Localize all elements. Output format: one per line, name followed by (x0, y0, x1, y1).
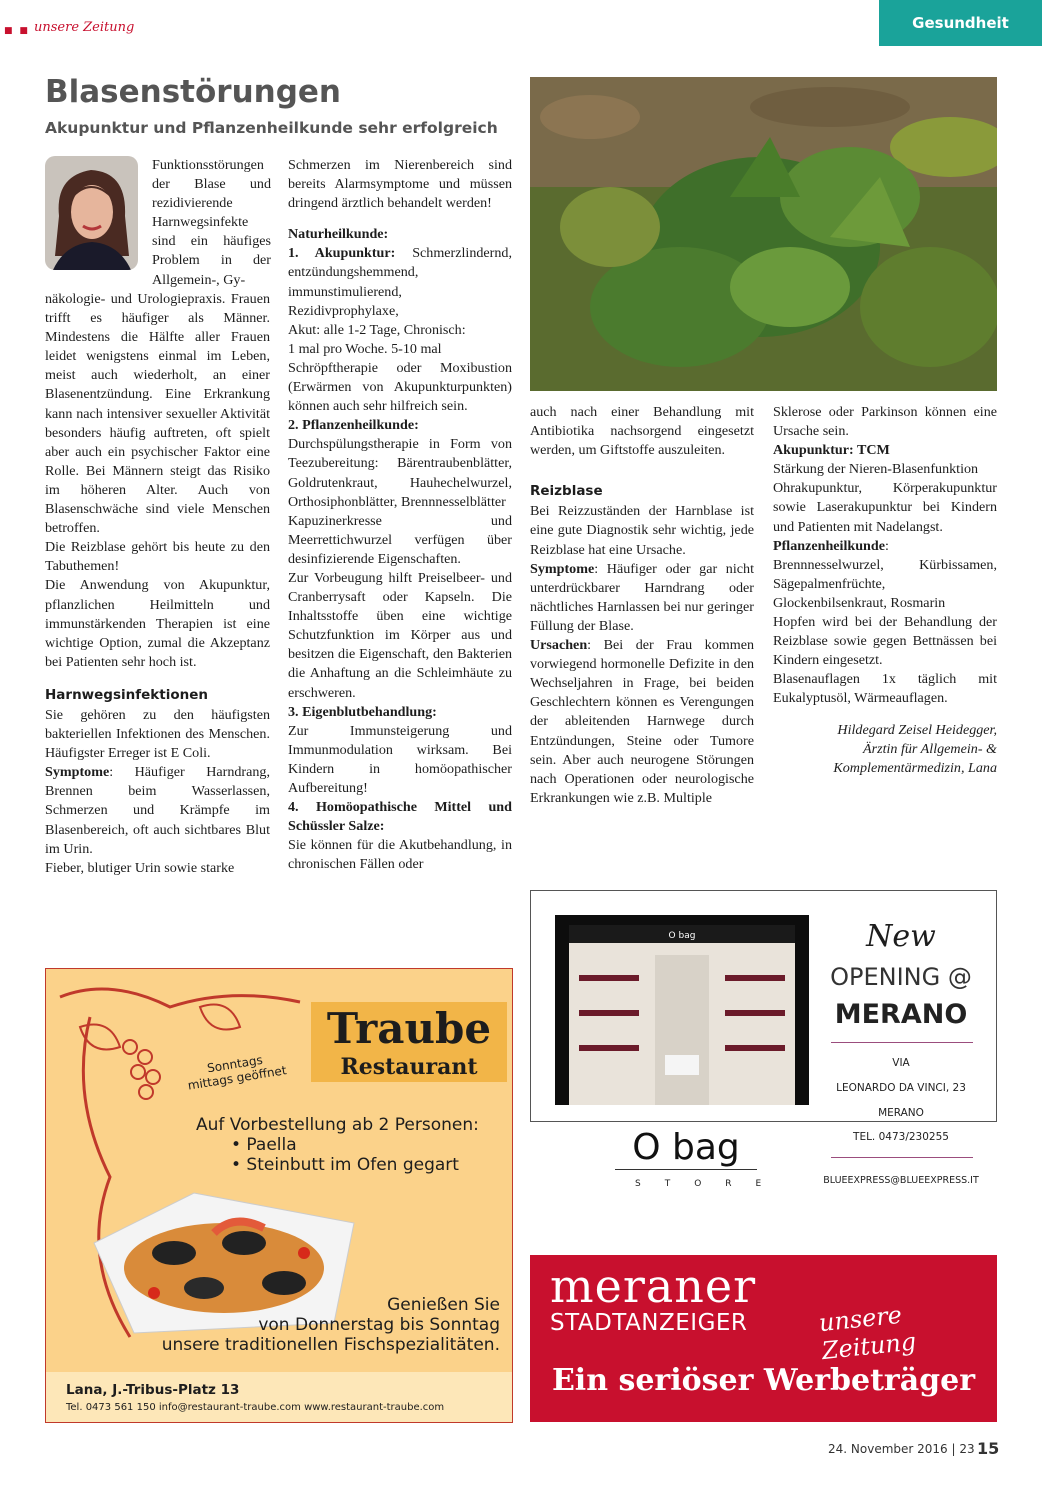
list-item: • Steinbutt im Ofen gegart (231, 1155, 459, 1175)
obag-via: VIA (892, 1057, 910, 1069)
author-name: Hildegard Zeisel Heidegger, (837, 721, 997, 738)
text: : Häufiger Harndrang, Brennen beim Wasserlassen, Schmerzen und Krämpfe im Blasenbereich, oft auch sichtbares Blut im Urin. (45, 764, 270, 857)
label: 1. Akupunktur: (288, 245, 396, 262)
traube-contact: Tel. 0473 561 150 info@restaurant-traube.com www.restaurant-traube.com (66, 1402, 445, 1413)
paragraph: Schröpftherapie oder Moxibustion (Erwärmen von Akupunkturpunkten) können auch sehr hilfreich sein. (288, 359, 512, 415)
traube-sunday-note: Sonntags mittags geöffnet (186, 1052, 288, 1093)
obag-divider (831, 1157, 973, 1158)
section-tab: Gesundheit (879, 0, 1042, 46)
meraner-slogan: Ein seriöser Werbeträger (551, 1363, 976, 1398)
obag-logo: O bag (632, 1127, 740, 1168)
paragraph (288, 703, 512, 722)
paragraph: Ohrakupunktur, Körperakupunktur sowie Laserakupunktur bei Kindern und Patienten mit Nadelangst. (773, 480, 997, 535)
article-subtitle: Akupunktur und Pflanzenheilkunde sehr erfolgreich (45, 119, 498, 137)
paragraph: Bei Reizzuständen der Harnblase ist eine gute Diagnostik sehr wichtig, jede Reizblase hat eine Ursache. (530, 503, 754, 558)
article-title: Blasenstörungen (45, 74, 341, 110)
paragraph: Die Reizblase gehört bis heute zu den Tabuthemen! (45, 539, 270, 575)
traube-subname: Restaurant (340, 1054, 478, 1080)
obag-street: LEONARDO DA VINCI, 23 (836, 1082, 966, 1094)
preorder-list (196, 1135, 479, 1175)
shop-sign: O bag (668, 931, 696, 941)
column-3 (530, 403, 754, 808)
traube-enjoy (60, 1295, 500, 1355)
paragraph (288, 798, 512, 836)
nettle-photo (530, 77, 997, 391)
traube-contact-bar (46, 1372, 513, 1423)
unsere-zeitung-wordmark: unsere Zeitung (817, 1300, 918, 1366)
paragraph: näkologie- und Urologiepraxis. Frauen trifft es häufiger als Männer. Mindestens die Hälfte aller Frauen leidet wenigstens einmal im Leben, meist auch wiederholt, an einer Blasenentzündung. Eine Erkrankung kann nach intensiver sexueller Aktivität besonders häufig auftreten, oft spielt aber auch ein psychischer Faktor eine Rolle. Bei Männern steigt das Risiko im höheren Alter. Auch von Blasenschwäche sind viele Menschen betroffen. (45, 291, 270, 537)
footer-date: 24. November 2016 | 23 (828, 1442, 975, 1456)
stadtanzeiger-wordmark: STADTANZEIGER (550, 1310, 748, 1336)
enjoy-line: von Donnerstag bis Sonntag (258, 1315, 500, 1335)
column-1-intro (152, 156, 271, 290)
author-credit (773, 721, 997, 778)
paragraph: Sie können für die Akutbehandlung, in chronischen Fällen oder (288, 837, 512, 873)
ad-restaurant-traube (45, 968, 513, 1423)
enjoy-line: Genießen Sie (387, 1295, 500, 1315)
obag-town: MERANO (878, 1107, 924, 1119)
label: Symptome (45, 764, 110, 781)
heading-naturheilkunde (288, 225, 512, 244)
traube-preorder (196, 1115, 479, 1175)
paragraph: 1 mal pro Woche. 5-10 mal (288, 340, 442, 357)
traube-address: Lana, J.-Tribus-Platz 13 (66, 1382, 240, 1398)
paragraph: Brennnesselwurzel, Kürbissamen, Sägepalmenfrüchte, Glockenbilsenkraut, Rosmarin (773, 556, 997, 611)
header-marks: ■ ■ (4, 26, 30, 36)
text: : (885, 537, 889, 554)
paragraph: Akut: alle 1-2 Tage, Chronisch: (288, 321, 466, 338)
paragraph: Schmerzen im Nierenbereich sind bereits Alarmsymptome und müssen dringend ärztlich behandelt werden! (288, 157, 512, 212)
paragraph: Durchspülungstherapie in Form von Teezubereitung: Bärentraubenblätter, Goldrutenkraut, Hauhechelwurzel, Orthosiphonblätter, Brennnesselblätter (288, 436, 512, 510)
paragraph: Die Anwendung von Akupunktur, pflanzlichen Heilmitteln und immunstärkenden Therapien ist eine wichtige Option, zumal die Akzeptanz bei Patienten sehr hoch ist. (45, 577, 270, 670)
text: : Häufiger oder gar nicht unterdrückbarer Harndrang oder nächtliches Harnlassen bei nur geringer Füllung der Blase. (530, 560, 754, 634)
label: 4. Homöopathische Mittel und Schüssler Salze: (288, 799, 512, 835)
paragraph: Zur Immunsteigerung und Immunmodulation wirksam. Bei Kindern in homöopathischer Aufbereitung! (288, 722, 512, 796)
traube-nameplate (311, 1002, 507, 1082)
paragraph: Kapuzinerkresse und Meerrettichwurzel verfügen über desinfizierende Eigenschaften. (288, 512, 512, 567)
paragraph: Zur Vorbeugung hilft Preiselbeer- und Cranberrysaft oder Kapseln. Die Inhaltsstoffe üben eine wichtige Schutzfunktion im Körper aus und besitzen die Eigenschaft, den Bakterien die Anhaftung an die Schleimhäute zu erschweren. (288, 569, 512, 701)
paragraph: Blasenauflagen 1x täglich mit Eukalyptusöl, Wärmeauflagen. (773, 671, 997, 707)
column-1 (45, 290, 270, 878)
enjoy-line: unsere traditionellen Fischspezialitäten. (161, 1335, 500, 1355)
paragraph: Hopfen wird bei der Behandlung der Reizblase sowie gegen Bettnässen bei Kindern eingesetzt. (773, 614, 997, 669)
ad-obag-store (530, 890, 997, 1189)
obag-store-label: STORE (635, 1179, 786, 1189)
label: Akupunktur: TCM (773, 442, 890, 459)
obag-divider (831, 1042, 973, 1043)
label: Ursachen (530, 637, 588, 654)
header-brand: unsere Zeitung (34, 20, 135, 35)
list-item: • Paella (231, 1135, 297, 1155)
preorder-heading: Auf Vorbestellung ab 2 Personen: (196, 1115, 479, 1135)
paragraph (530, 636, 754, 808)
paragraph (530, 560, 754, 636)
author-role: Ärztin für Allgemein- & Komplementärmedizin, Lana (833, 740, 997, 776)
label: Pflanzenheilkunde (773, 537, 885, 554)
obag-opening: OPENING @ (830, 963, 972, 991)
obag-logo-divider (615, 1169, 757, 1170)
label: Naturheilkunde: (288, 226, 389, 243)
paragraph: Stärkung der Nieren-Blasenfunktion (773, 461, 979, 478)
ad-meraner-stadtanzeiger (530, 1255, 997, 1422)
label: Symptome (530, 560, 595, 577)
traube-name: Traube (326, 1004, 492, 1053)
paragraph: Sie gehören zu den häufigsten bakteriellen Infektionen des Menschen. Häufigster Erreger ist E Coli. (45, 706, 270, 762)
paragraph: Funktionsstörungen der Blase und rezidivierende Harnwegsinfekte sind ein häufiges Problem in der Allgemein-, Gy- (152, 157, 271, 288)
paragraph: auch nach einer Behandlung mit Antibiotika nachsorgend eingesetzt werden, um Giftstoffe auszuleiten. (530, 404, 754, 459)
paragraph (288, 416, 512, 435)
text: : Bei der Frau kommen vorwiegend hormonelle Defizite in den Wechseljahren in Frage, bei beiden Geschlechtern können es Verengungen der ableitenden Harnwege durch Entzündungen, Steine oder Tumore sein. Aber auch neurogene Störungen nach Operationen oder neurologische Erkrankungen wie z.B. Multiple (530, 637, 754, 806)
paragraph (773, 441, 997, 460)
paragraph (773, 537, 997, 556)
obag-shop-photo (555, 915, 809, 1105)
obag-phone: TEL. 0473/230255 (853, 1131, 949, 1143)
obag-email: BLUEEXPRESS@BLUEEXPRESS.IT (823, 1175, 979, 1186)
paragraph: Fieber, blutiger Urin sowie starke (45, 859, 235, 876)
column-4 (773, 403, 997, 778)
paragraph: Sklerose oder Parkinson können eine Ursache sein. (773, 404, 997, 440)
paragraph (45, 763, 270, 858)
obag-city: MERANO (834, 999, 968, 1030)
label: 2. Pflanzenheilkunde: (288, 417, 419, 434)
meraner-wordmark: meraner (550, 1259, 757, 1313)
obag-new: New (866, 919, 936, 954)
page-number: 15 (977, 1439, 1000, 1458)
heading-reizblase: Reizblase (530, 483, 603, 500)
author-portrait (45, 156, 138, 270)
column-2 (288, 156, 512, 874)
paragraph (288, 244, 512, 320)
heading-harnwegsinfektionen: Harnwegsinfektionen (45, 686, 208, 703)
label: 3. Eigenblutbehandlung: (288, 703, 437, 720)
text: Schmerzlindernd, entzündungshemmend, immunstimulierend, Rezidivprophylaxe, (288, 245, 512, 319)
